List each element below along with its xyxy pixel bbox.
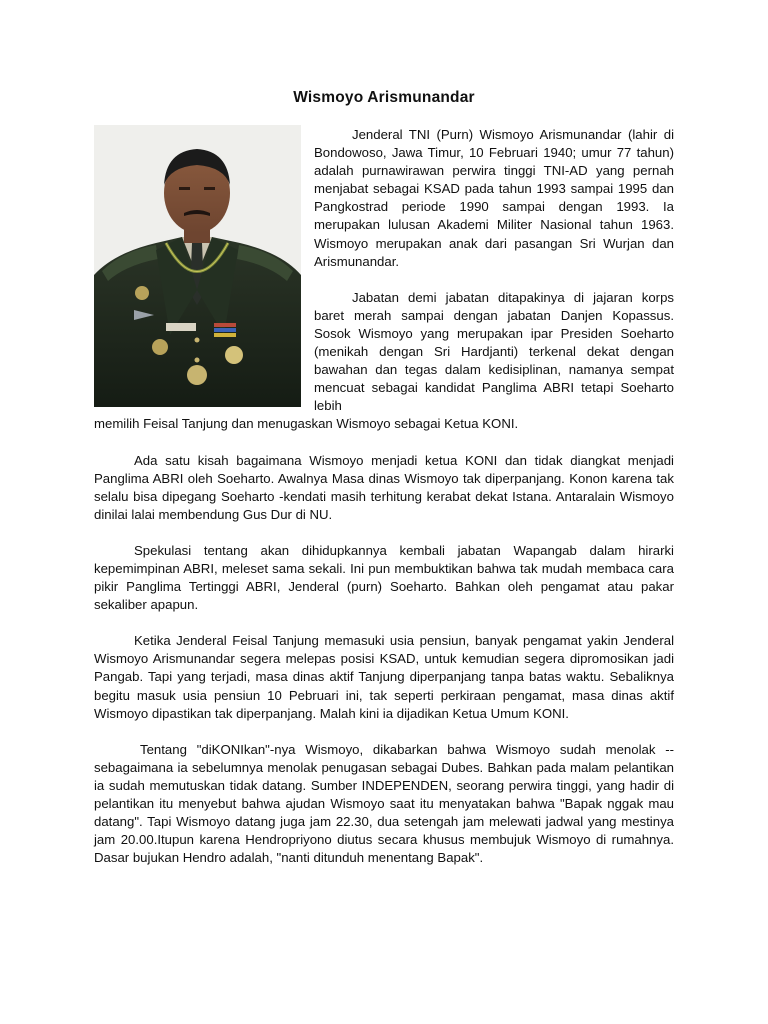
paragraph-1: Jenderal TNI (Purn) Wismoyo Arismunandar (lahir di Bondowoso, Jawa Timur, 10 Februari 1940; umur 77 tahun) adalah purnawirawan perwira tinggi TNI-AD yang pernah menjabat sebagai KSAD pada tahun 1993 sampai 1995 dan Pangkostrad periode 1990 sampai dengan 1993. Ia merupakan lulusan Akademi Militer Nasional tahun 1963. Wismoyo merupakan anak dari pasangan Sri Wurjan dan Arismunandar. bbox=[314, 127, 674, 269]
article-body bbox=[94, 126, 674, 867]
paragraph-4: Spekulasi tentang akan dihidupkannya kembali jabatan Wapangab dalam hirarki kepemimpinan ABRI, meleset sama sekali. Ini pun membuktikan bahwa tak mudah membaca cara pikir Panglima Tertinggi ABRI, Jenderal (purn) Soeharto. Bahkan oleh pengamat atau pakar sekaliber apapun. bbox=[94, 542, 674, 613]
wrapped-section bbox=[314, 126, 674, 415]
paragraph-3: Ada satu kisah bagaimana Wismoyo menjadi ketua KONI dan tidak diangkat menjadi Panglima ABRI oleh Soeharto. Awalnya Masa dinas Wismoyo tak diperpanjang. Konon karena tak selalu bisa dipegang Soeharto -kendati masih terhitung kerabat dekat Istana. Antaralain Wismoyo dinilai lalai membendung Gus Dur di NU. bbox=[94, 452, 674, 522]
paragraph-2: Jabatan demi jabatan ditapakinya di jajaran korps baret merah sampai dengan jabatan Danjen Kopassus. Sosok Wismoyo yang merupakan ipar Presiden Soeharto (menikah dengan Sri Hardjanti) terkenal dekat dengan bawahan dan tegas dalam kedisiplinan, namanya sempat mencuat sebagai kandidat Panglima ABRI tetapi Soeharto lebih bbox=[314, 289, 674, 414]
paragraph-6: Tentang "diKONIkan"-nya Wismoyo, dikabarkan bahwa Wismoyo sudah menolak -- sebagaimana ia sebelumnya menolak penugasan sebagai Dubes. Bahkan pada malam pelantikan ia sudah memutuskan tidak datang. Sumber INDEPENDEN, seorang perwira tinggi, yang hadir di pelantikan itu menyebut bahwa ajudan Wismoyo saat itu menyatakan bahwa "Bapak nggak mau datang". Tapi Wismoyo datang juga jam 22.30, dua setengah jam melewati jadwal yang mestinya jam 20.00.Itupun karena Hendropriyono diutus secara khusus membujuk Wismoyo di rumahnya. Dasar bujukan Hendro adalah, "nanti ditunduh menentang Bapak". bbox=[94, 741, 674, 866]
paragraph-5: Ketika Jenderal Feisal Tanjung memasuki usia pensiun, banyak pengamat yakin Jenderal Wismoyo Arismunandar segera melepas posisi KSAD, untuk kemudian segera dipromosikan jadi Pangab. Tapi yang terjadi, masa dinas aktif Tanjung diperpanjang tanpa batas waktu. Sebaliknya begitu masuk usia pensiun 10 Pebruari ini, tak seperti perkiraan pengamat, masa dinas aktif Wismoyo dipastikan tak diperpanjang. Malah kini ia dijadikan Ketua Umum KONI. bbox=[94, 633, 674, 721]
document-title: Wismoyo Arismunandar bbox=[293, 89, 475, 106]
paragraph-2-continued: memilih Feisal Tanjung dan menugaskan Wismoyo sebagai Ketua KONI. bbox=[94, 416, 519, 432]
